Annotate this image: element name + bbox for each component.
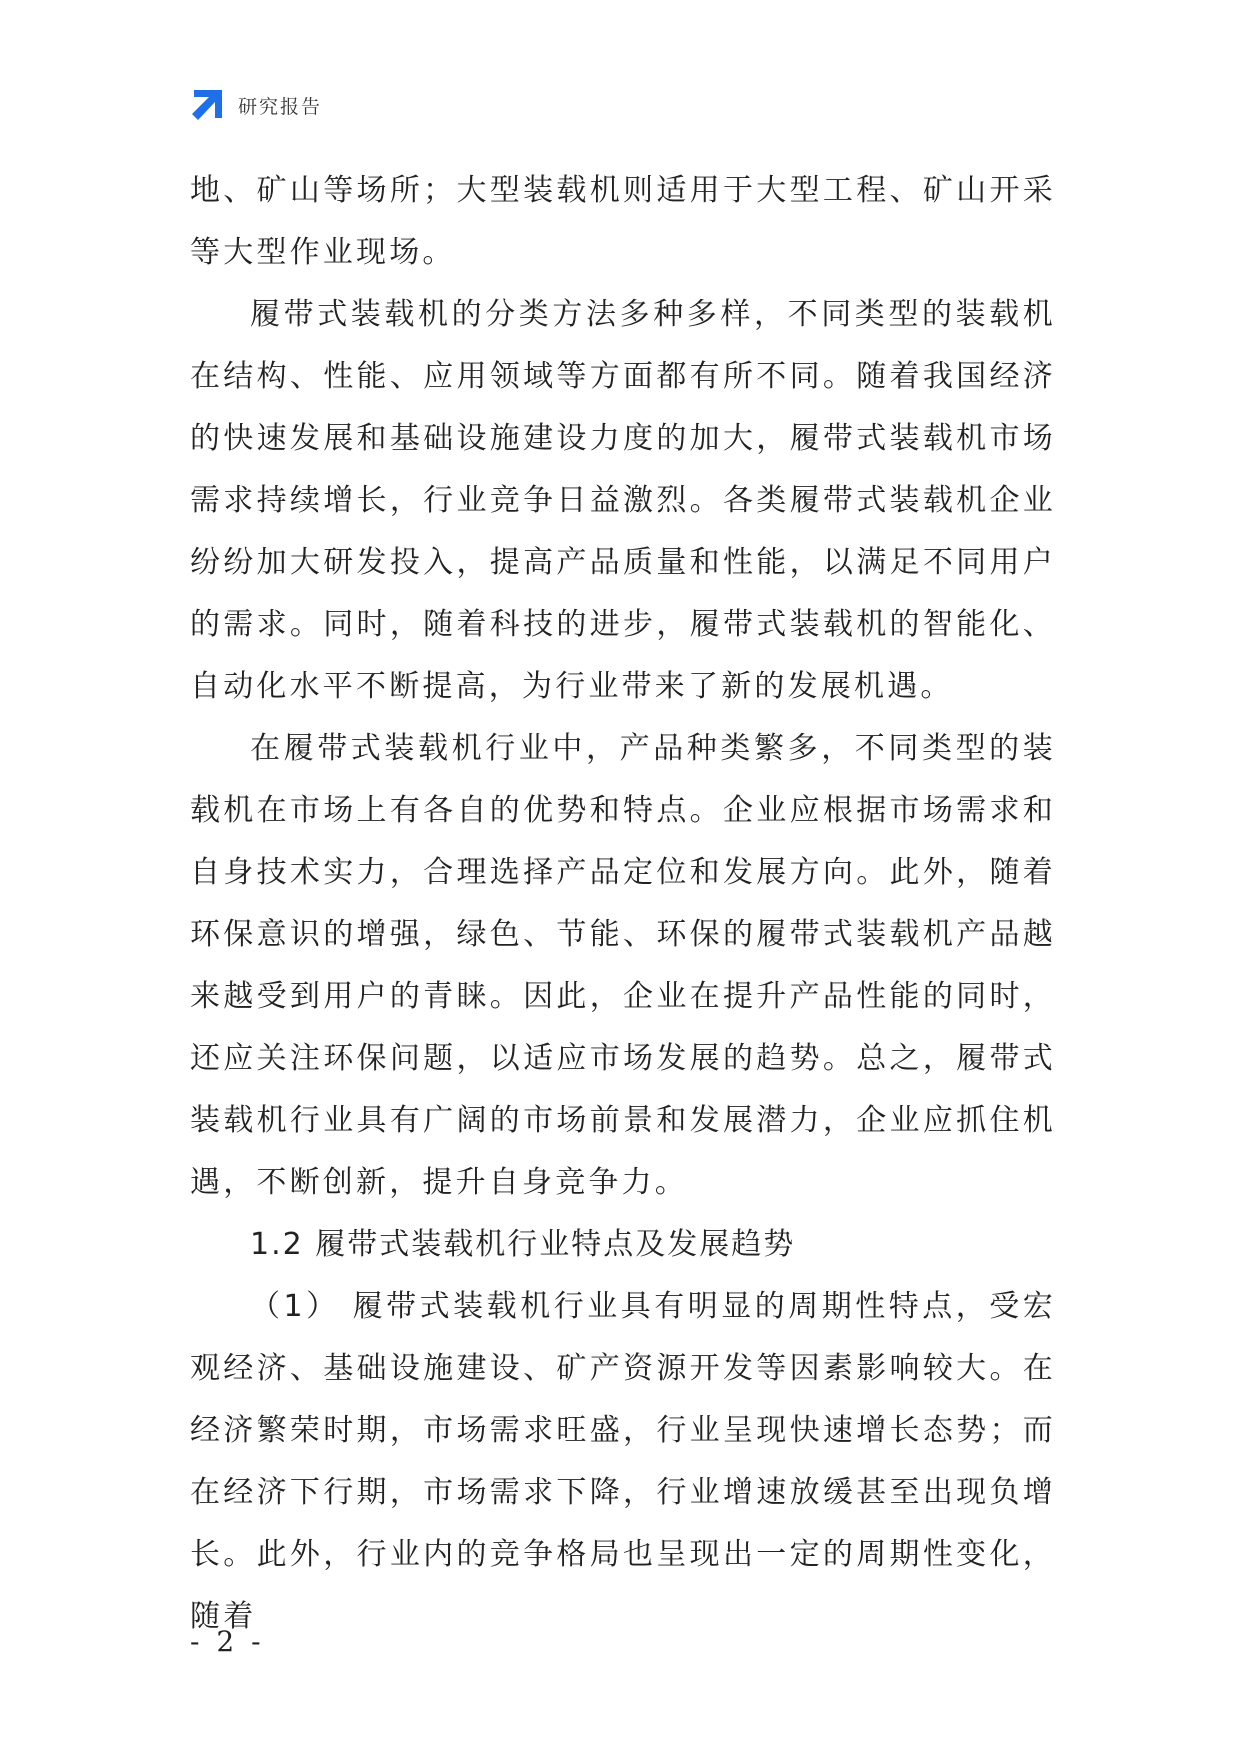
header-title: 研究报告: [238, 95, 323, 118]
document-body: [190, 160, 1056, 1648]
arrow-up-right-icon: [190, 88, 224, 122]
section-heading: 1.2 履带式装载机行业特点及发展趋势: [250, 1227, 796, 1262]
report-header: [190, 88, 322, 122]
paragraph-continuation: 地、矿山等场所；大型装载机则适用于大型工程、矿山开采等大型作业现场。: [190, 173, 1056, 270]
page-number: - 2 -: [190, 1625, 265, 1658]
paragraph-classification: 履带式装载机的分类方法多种多样，不同类型的装载机在结构、性能、应用领域等方面都有所不同。随着我国经济的快速发展和基础设施建设力度的加大，履带式装载机市场需求持续增长，行业竞争日益激烈。各类履带式装载机企业纷纷加大研发投入，提高产品质量和性能，以满足不同用户的需求。同时，随着科技的进步，履带式装载机的智能化、自动化水平不断提高，为行业带来了新的发展机遇。: [190, 297, 1056, 704]
paragraph-product-types: 在履带式装载机行业中，产品种类繁多，不同类型的装载机在市场上有各自的优势和特点。企业应根据市场需求和自身技术实力，合理选择产品定位和发展方向。此外，随着环保意识的增强，绿色、节能、环保的履带式装载机产品越来越受到用户的青睐。因此，企业在提升产品性能的同时，还应关注环保问题，以适应市场发展的趋势。总之，履带式装载机行业具有广阔的市场前景和发展潜力，企业应抓住机遇，不断创新，提升自身竞争力。: [190, 731, 1056, 1200]
paragraph-cyclical: （1） 履带式装载机行业具有明显的周期性特点，受宏观经济、基础设施建设、矿产资源开发等因素影响较大。在经济繁荣时期，市场需求旺盛，行业呈现快速增长态势；而在经济下行期，市场需求下降，行业增速放缓甚至出现负增长。此外，行业内的竞争格局也呈现出一定的周期性变化，随着: [190, 1289, 1056, 1634]
